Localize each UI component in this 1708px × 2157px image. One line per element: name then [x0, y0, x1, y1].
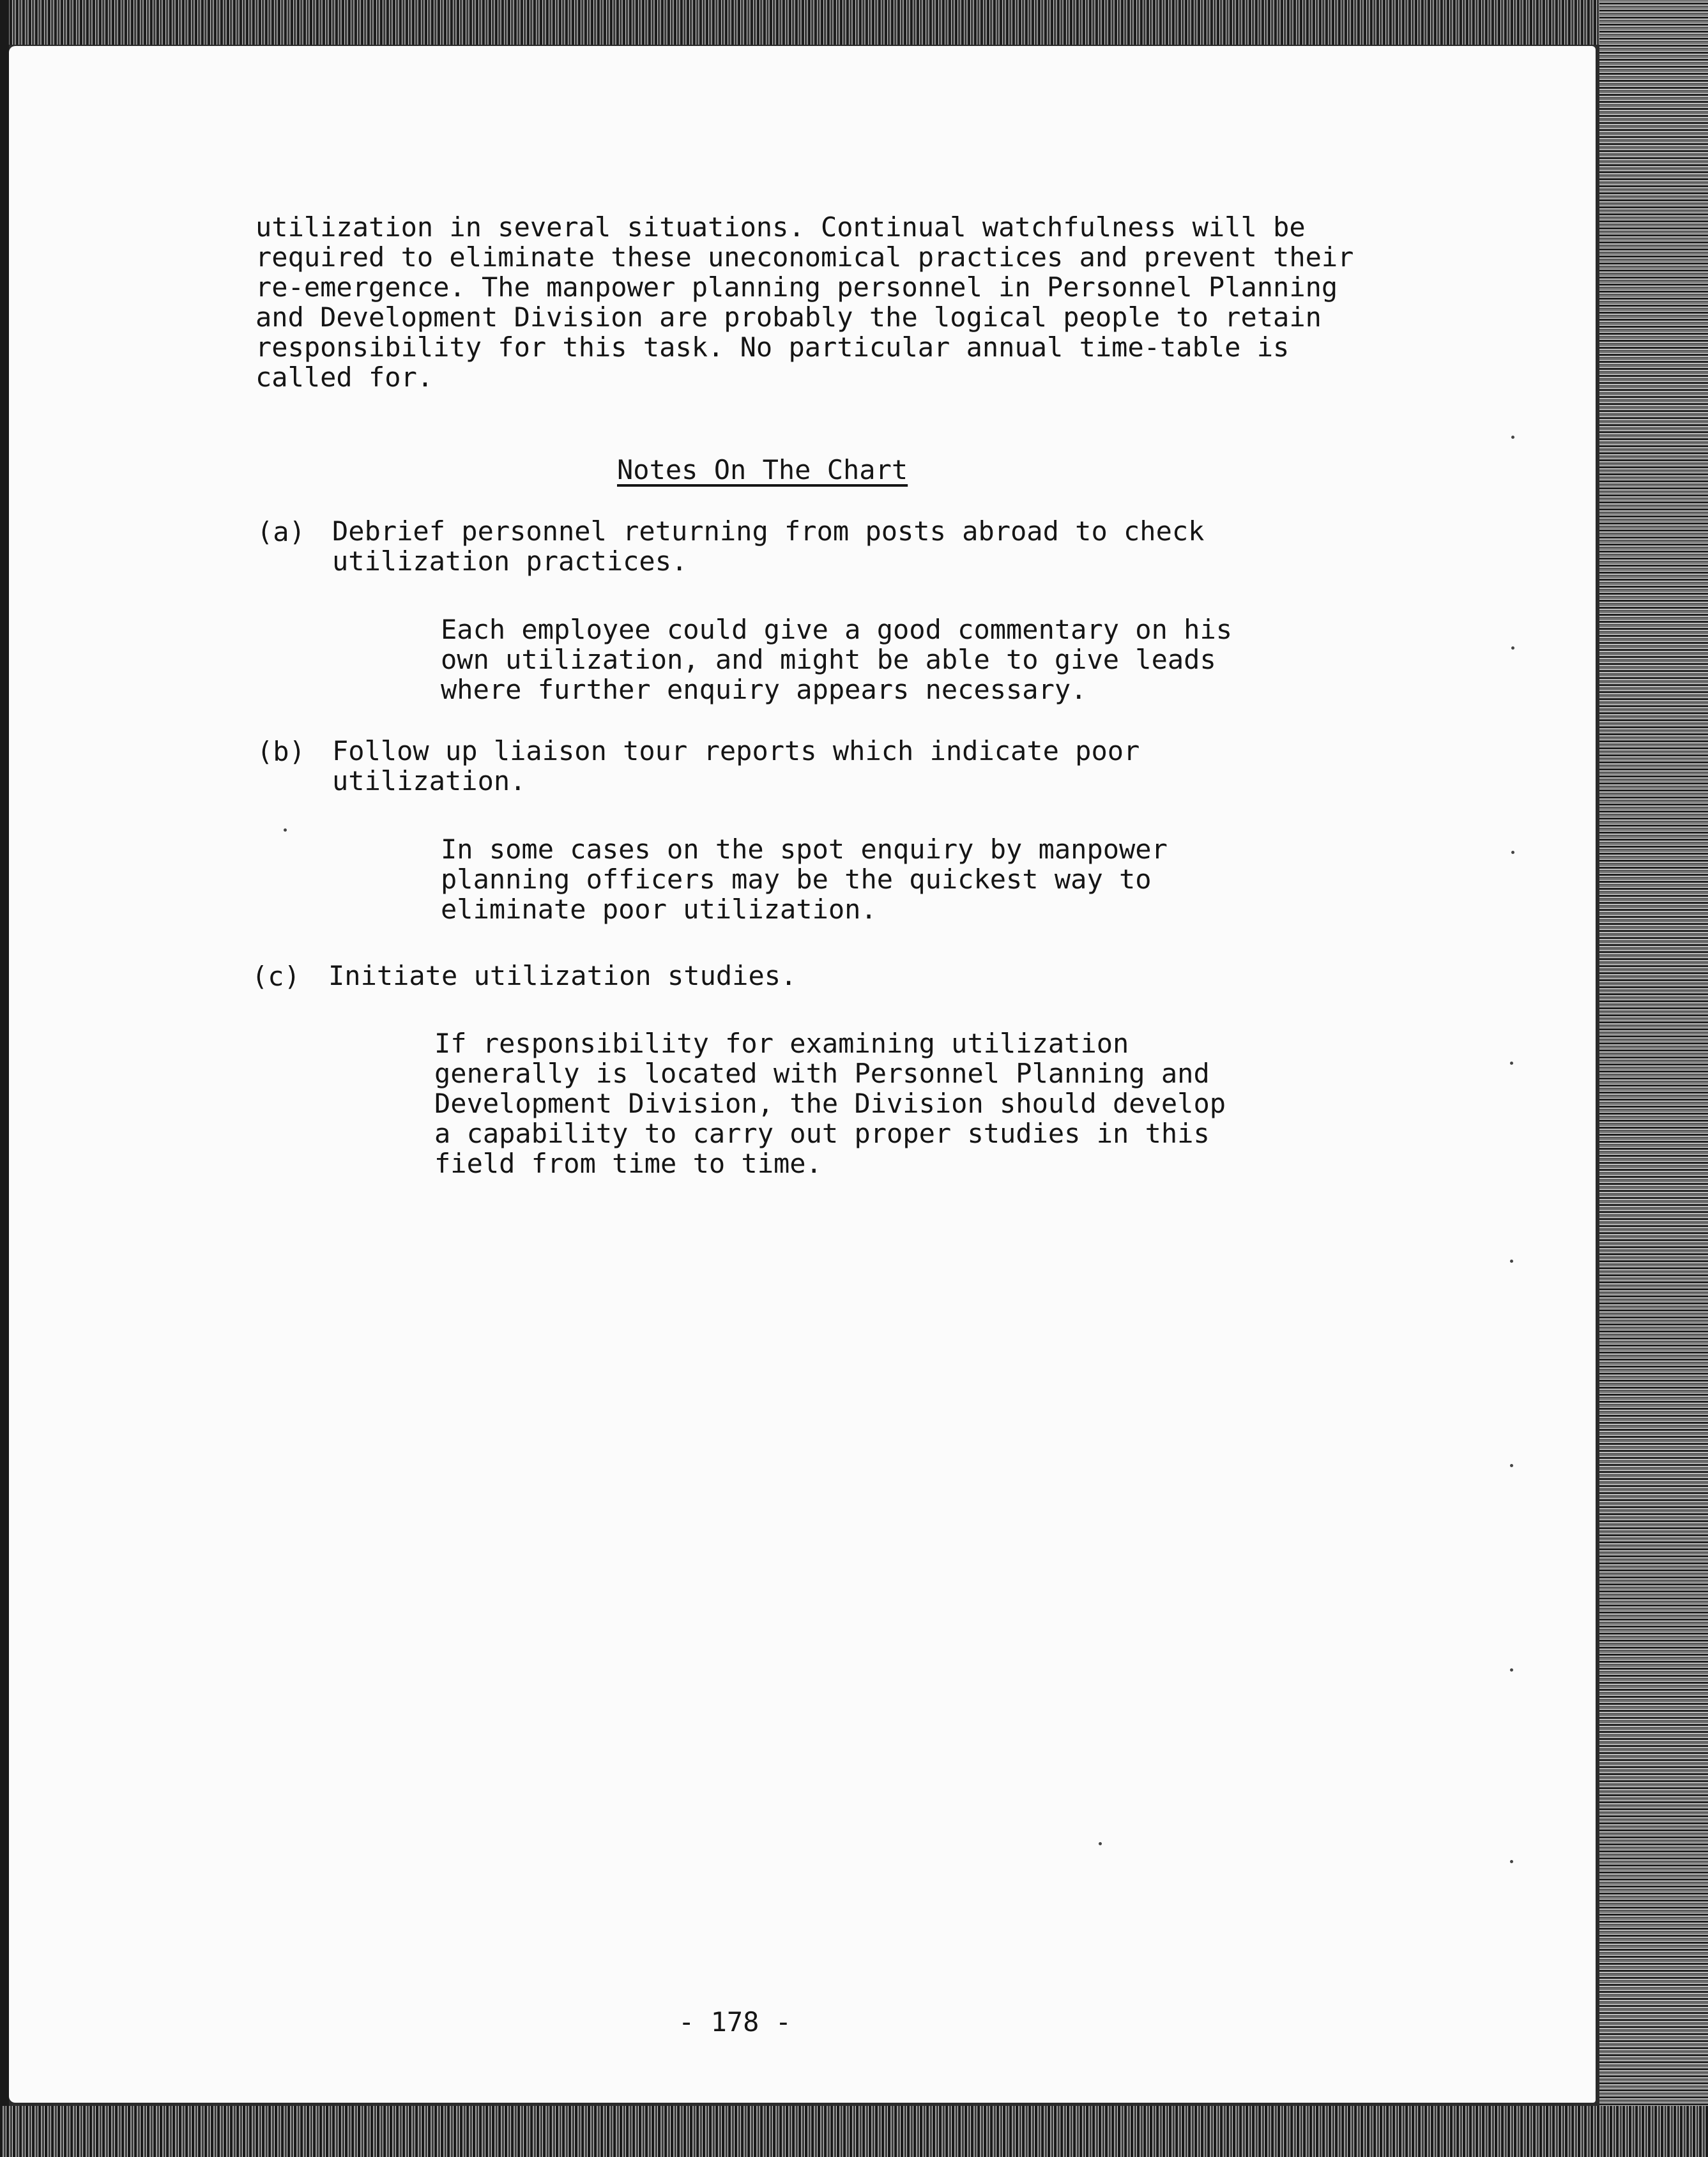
explanation-line: a capability to carry out proper studies in this [434, 1118, 1210, 1149]
explanation-line: planning officers may be the quickest way to [441, 864, 1152, 895]
note-line: Follow up liaison tour reports which indicate poor [332, 735, 1140, 766]
intro-paragraph [255, 212, 1353, 392]
explanation-line: field from time to time. [434, 1148, 822, 1179]
explanation-line: eliminate poor utilization. [441, 894, 877, 925]
note-a-explanation [441, 614, 1232, 705]
note-a-text [332, 516, 1204, 576]
note-b-explanation [441, 834, 1168, 924]
note-c-text [328, 961, 797, 991]
scan-border-left [0, 0, 9, 2157]
scan-border-right [1599, 0, 1708, 2157]
note-line: utilization. [332, 765, 526, 796]
scan-border-top [0, 0, 1708, 45]
scan-speck [1510, 1668, 1513, 1672]
scan-speck [1510, 1860, 1513, 1863]
scan-speck [1511, 436, 1514, 439]
scan-speck [1510, 1062, 1513, 1065]
section-heading: Notes On The Chart [617, 454, 908, 485]
scan-speck [1510, 1260, 1513, 1263]
explanation-line: where further enquiry appears necessary. [441, 674, 1087, 705]
explanation-line: own utilization, and might be able to give leads [441, 644, 1216, 675]
scan-speck [284, 828, 287, 832]
scan-speck [1511, 646, 1514, 650]
scan-speck [1510, 1464, 1513, 1467]
document-page [9, 46, 1596, 2103]
note-b-marker: (b) [257, 736, 305, 767]
intro-line: and Development Division are probably the logical people to retain [255, 301, 1322, 333]
note-line: Initiate utilization studies. [328, 960, 797, 991]
note-line: utilization practices. [332, 545, 688, 577]
explanation-line: Each employee could give a good commentary on his [441, 614, 1233, 645]
explanation-line: Development Division, the Division should develop [434, 1088, 1226, 1119]
intro-line: required to eliminate these uneconomical practices and prevent their [255, 241, 1354, 273]
note-c-explanation [434, 1028, 1226, 1178]
scan-speck [1099, 1842, 1102, 1845]
intro-line: utilization in several situations. Continual watchfulness will be [255, 211, 1306, 243]
note-c-marker: (c) [252, 961, 300, 992]
note-line: Debrief personnel returning from posts abroad to check [332, 515, 1205, 547]
note-a-marker: (a) [257, 516, 305, 547]
explanation-line: generally is located with Personnel Planning and [434, 1058, 1210, 1089]
intro-line: responsibility for this task. No particular annual time-table is [255, 332, 1290, 363]
page-number: - 178 - [678, 2006, 792, 2038]
scan-border-bottom [0, 2106, 1708, 2157]
note-b-text [332, 736, 1140, 796]
scan-speck [1511, 851, 1514, 854]
intro-line: called for. [255, 362, 434, 393]
intro-line: re-emergence. The manpower planning personnel in Personnel Planning [255, 271, 1338, 303]
explanation-line: If responsibility for examining utilization [434, 1028, 1129, 1059]
explanation-line: In some cases on the spot enquiry by manpower [441, 834, 1168, 865]
